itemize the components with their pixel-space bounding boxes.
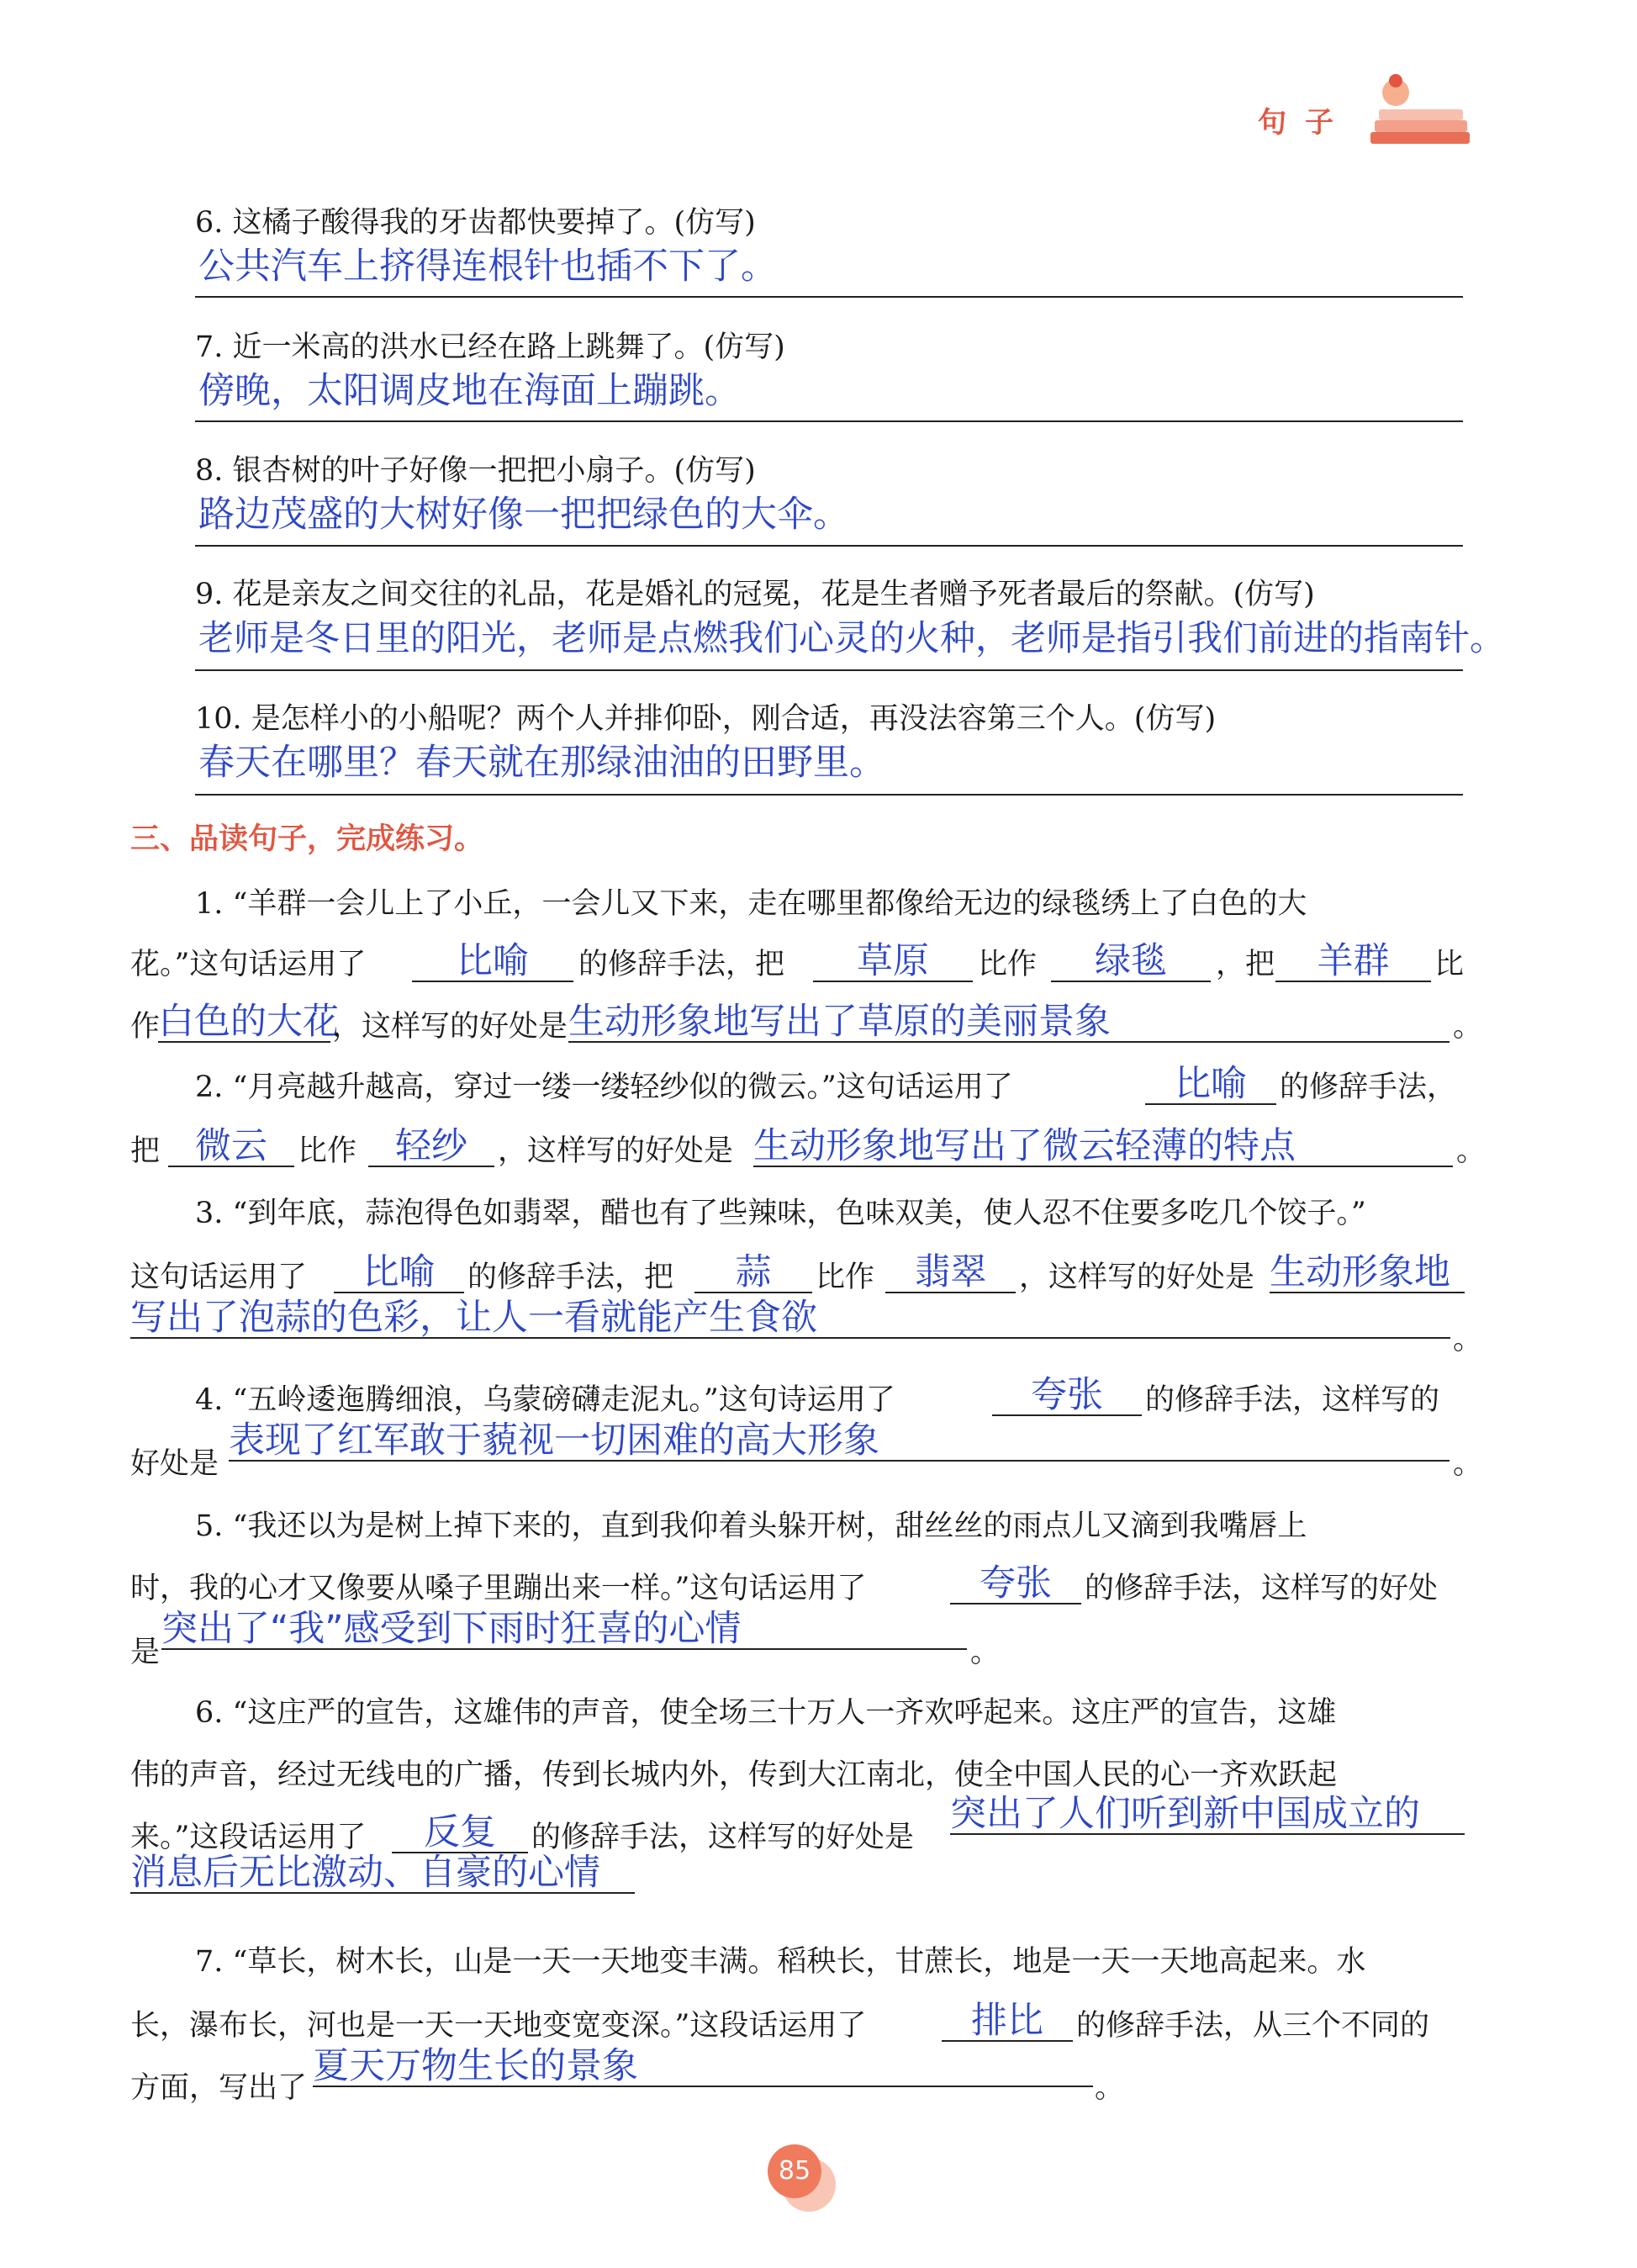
s3-q4-text: 4. “五岭逶迤腾细浪，乌蒙磅礴走泥丸。”这句诗运用了 [195,1383,895,1417]
s3-q3-line1: 3. “到年底，蒜泡得色如翡翠，醋也有了些辣味，色味双美，使人忍不住要多吃几个饺子。” [195,1197,1366,1230]
s3-q1-line1: 1. “羊群一会儿上了小丘，一会儿又下来，走在哪里都像给无边的绿毯绣上了白色的大 [195,887,1307,921]
answer-line [195,794,1463,796]
s3-q5-text: 的修辞手法，这样写的好处 [1085,1572,1439,1605]
s3-q7-text: 的修辞手法，从三个不同的 [1076,2009,1430,2043]
s3-q6-line2: 伟的声音，经过无线电的广播，传到长城内外，传到大江南北，使全中国人民的心一齐欢跃起 [130,1758,1338,1792]
answer-7: 傍晚，太阳调皮地在海面上蹦跳。 [198,370,741,412]
s3-q4-text: 好处是 [130,1447,219,1481]
s3-q6-blank-1[interactable]: 反复 [392,1813,528,1853]
s3-q4-text: 。 [1453,1447,1483,1481]
answer-8: 路边茂盛的大树好像一把把绿色的大伞。 [198,494,849,536]
s3-q6-line1: 6. “这庄严的宣告，这雄伟的声音，使全场三十万人一齐欢呼起来。这庄严的宣告，这雄 [195,1696,1337,1730]
s3-q6-blank-2[interactable]: 突出了人们听到新中国成立的 [950,1795,1465,1835]
s3-q2-text: 2. “月亮越升越高，穿过一缕一缕轻纱似的微云。”这句话运用了 [195,1071,1013,1104]
s3-q3-blank-3[interactable]: 翡翠 [885,1253,1016,1293]
s3-q7-text: 长，瀑布长，河也是一天一天地变宽变深。”这段话运用了 [130,2009,867,2043]
s3-q1-text: 比 [1434,948,1465,981]
s3-q7-line1: 7. “草长，树木长，山是一天一天地变丰满。稻秧长，甘蔗长，地是一天一天地高起来。水 [195,1945,1366,1979]
s3-q3-text: 的修辞手法，把 [467,1261,674,1294]
page-number: 85 [768,2144,821,2198]
s3-q1-blank-2[interactable]: 草原 [813,942,973,982]
question-8: 8. 银杏树的叶子好像一把把小扇子。(仿写) [195,454,756,488]
s3-q1-text: ，这样写的好处是 [332,1010,568,1044]
s3-q3-blank-5[interactable]: 写出了泡蒜的色彩，让人一看就能产生食欲 [130,1298,1450,1339]
s3-q2-text: 比作 [298,1134,357,1168]
s3-q1-text: 花。”这句话运用了 [130,948,367,981]
question-6: 6. 这橘子酸得我的牙齿都快要掉了。(仿写) [195,206,756,240]
books-girl-icon [1349,74,1476,158]
s3-q3-text: 这句话运用了 [130,1261,308,1294]
s3-q3-text: 比作 [816,1261,875,1294]
s3-q3-text: 。 [1453,1323,1483,1356]
s3-q5-text: 是 [130,1636,161,1669]
s3-q5-line1: 5. “我还以为是树上掉下来的，直到我仰着头躲开树，甜丝丝的雨点儿又滴到我嘴唇上 [195,1509,1307,1543]
s3-q4-blank-1[interactable]: 夸张 [992,1376,1142,1416]
question-9: 9. 花是亲友之间交往的礼品，花是婚礼的冠冕，花是生者赠予死者最后的祭献。(仿写) [195,578,1315,611]
s3-q1-blank-3[interactable]: 绿毯 [1051,942,1211,982]
answer-6: 公共汽车上挤得连根针也插不下了。 [198,246,777,288]
s3-q2-text: 把 [130,1134,161,1168]
s3-q2-text: 。 [1456,1134,1487,1168]
s3-q1-text: 比作 [978,948,1038,981]
s3-q1-blank-4[interactable]: 羊群 [1275,942,1431,982]
s3-q6-text: 的修辞手法，这样写的好处是 [531,1821,915,1854]
s3-q5-blank-2[interactable]: 突出了“我”感受到下雨时狂喜的心情 [161,1610,967,1650]
s3-q1-text: 作 [130,1010,161,1044]
s3-q3-blank-2[interactable]: 蒜 [694,1253,812,1293]
s3-q5-blank-1[interactable]: 夸张 [950,1564,1081,1605]
s3-q2-blank-4[interactable]: 生动形象地写出了微云轻薄的特点 [753,1127,1453,1167]
s3-q5-text: 时，我的心才又像要从嗓子里蹦出来一样。”这句话运用了 [130,1572,867,1605]
answer-9: 老师是冬日里的阳光，老师是点燃我们心灵的火种，老师是指引我们前进的指南针。 [198,617,1506,658]
s3-q6-blank-3[interactable]: 消息后无比激动、自豪的心情 [130,1853,635,1894]
s3-q1-text: ，把 [1216,948,1275,981]
s3-q2-text: ，这样写的好处是 [498,1134,734,1168]
s3-q6-text: 来。”这段话运用了 [130,1821,367,1854]
s3-q2-blank-3[interactable]: 轻纱 [368,1127,494,1167]
s3-q2-text: 的修辞手法， [1280,1071,1457,1104]
header-title: 句子 [1258,106,1352,140]
answer-10: 春天在哪里？春天就在那绿油油的田野里。 [198,742,885,784]
s3-q1-text: 的修辞手法，把 [578,948,785,981]
s3-q5-text: 。 [970,1636,1001,1669]
s3-q4-blank-2[interactable]: 表现了红军敢于藐视一切困难的高大形象 [229,1421,1450,1462]
question-10: 10. 是怎样小的小船呢？两个人并排仰卧，刚合适，再没法容第三个人。(仿写) [195,702,1217,736]
s3-q1-blank-1[interactable]: 比喻 [412,942,573,982]
s3-q3-text: ，这样写的好处是 [1019,1261,1255,1294]
section-title: 三、品读句子，完成练习。 [130,822,484,856]
question-7: 7. 近一米高的洪水已经在路上跳舞了。(仿写) [195,330,785,364]
s3-q7-blank-2[interactable]: 夏天万物生长的景象 [313,2047,1093,2087]
answer-line [195,545,1463,547]
s3-q4-text: 的修辞手法，这样写的 [1145,1383,1440,1417]
s3-q7-text: 方面，写出了 [130,2071,308,2105]
answer-line [195,669,1463,671]
s3-q3-blank-4[interactable]: 生动形象地 [1270,1253,1465,1293]
s3-q3-blank-1[interactable]: 比喻 [334,1253,464,1293]
s3-q2-blank-1[interactable]: 比喻 [1145,1065,1276,1105]
answer-line [195,296,1463,298]
s3-q2-blank-2[interactable]: 微云 [168,1127,294,1167]
s3-q1-blank-6[interactable]: 生动形象地写出了草原的美丽景象 [568,1002,1450,1043]
s3-q1-text: 。 [1453,1010,1483,1044]
s3-q1-blank-5[interactable]: 白色的大花 [158,1001,339,1043]
answer-line [195,420,1463,422]
s3-q7-blank-1[interactable]: 排比 [942,2001,1073,2042]
s3-q7-text: 。 [1095,2071,1125,2105]
